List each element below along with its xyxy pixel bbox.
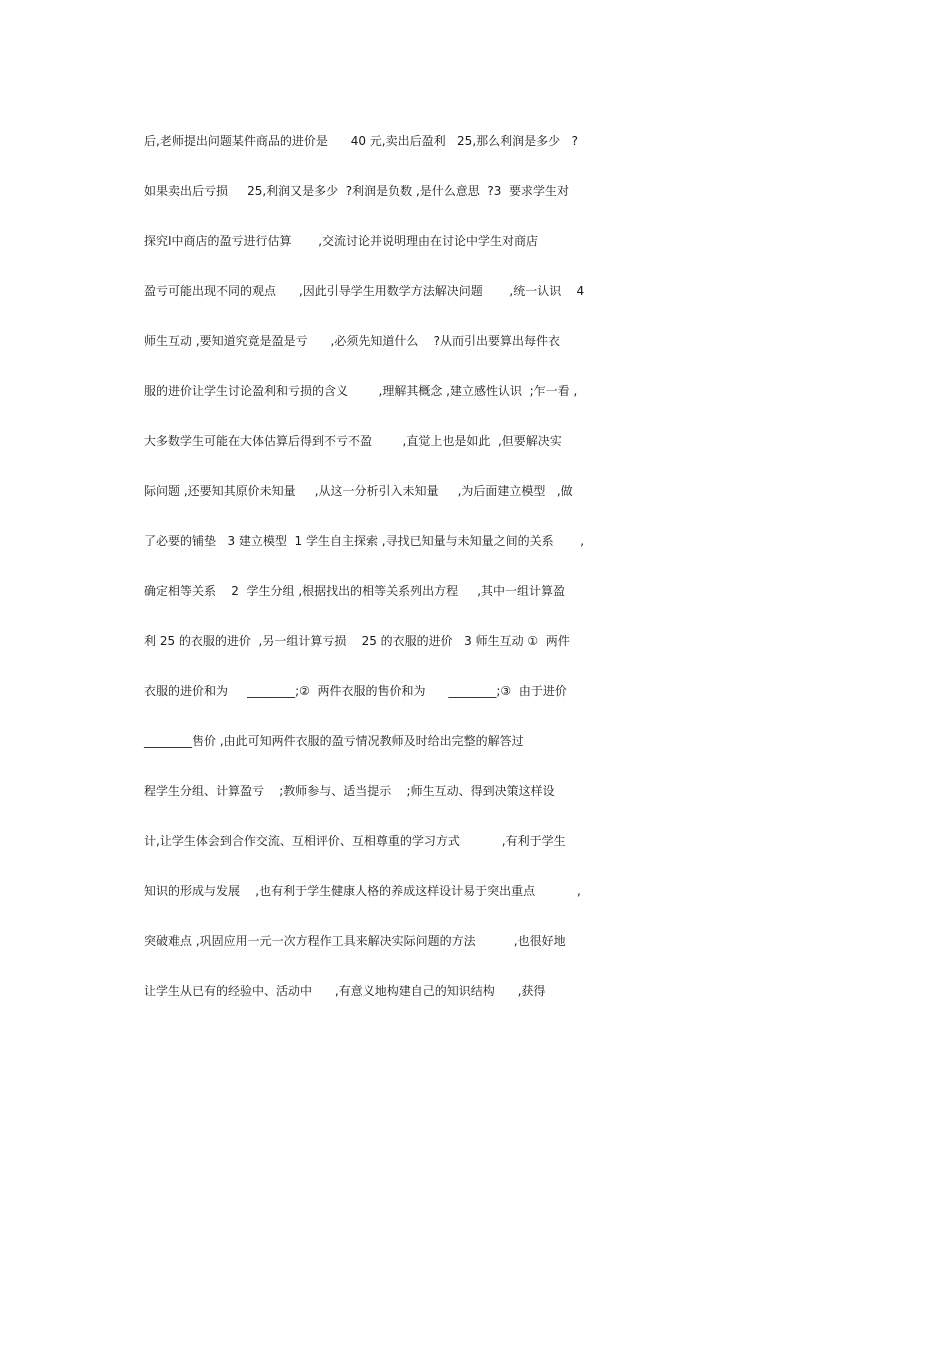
text-line: 了必要的铺垫 3 建立模型 1 学生自主探索 ,寻找已知量与未知量之间的关系 , (144, 534, 585, 548)
text-line: 衣服的进价和为 ________;② 两件衣服的售价和为 ________;③ 由于进价 (144, 684, 567, 698)
text-line: 利 25 的衣服的进价 ,另一组计算亏损 25 的衣服的进价 3 师生互动 ① 两件 (144, 634, 570, 648)
body-text (144, 126, 824, 1026)
text-line: ________售价 ,由此可知两件衣服的盈亏情况教师及时给出完整的解答过 (144, 734, 524, 748)
text-line: 盈亏可能出现不同的观点 ,因此引导学生用数学方法解决问题 ,统一认识 4 (144, 284, 585, 298)
text-line: 确定相等关系 2 学生分组 ,根据找出的相等关系列出方程 ,其中一组计算盈 (144, 584, 566, 598)
text-line: 让学生从已有的经验中、活动中 ,有意义地构建自己的知识结构 ,获得 (144, 984, 546, 998)
text-line: 师生互动 ,要知道究竟是盈是亏 ,必须先知道什么 ?从而引出要算出每件衣 (144, 334, 560, 348)
text-line: 程学生分组、计算盈亏 ;教师参与、适当提示 ;师生互动、得到决策这样设 (144, 784, 555, 798)
text-line: 知识的形成与发展 ,也有利于学生健康人格的养成这样设计易于突出重点 , (144, 884, 581, 898)
text-line: 如果卖出后亏损 25,利润又是多少 ?利润是负数 ,是什么意思 ?3 要求学生对 (144, 184, 570, 198)
text-line: 服的进价让学生讨论盈利和亏损的含义 ,理解其概念 ,建立感性认识 ;乍一看 , (144, 384, 578, 398)
text-line: 突破难点 ,巩固应用一元一次方程作工具来解决实际问题的方法 ,也很好地 (144, 934, 566, 948)
text-line: 探究Ⅰ中商店的盈亏进行估算 ,交流讨论并说明理由在讨论中学生对商店 (144, 234, 539, 248)
text-line: 大多数学生可能在大体估算后得到不亏不盈 ,直觉上也是如此 ,但要解决实 (144, 434, 562, 448)
text-line: 后,老师提出问题某件商品的进价是 40 元,卖出后盈利 25,那么利润是多少 ? (144, 134, 578, 148)
text-line: 计,让学生体会到合作交流、互相评价、互相尊重的学习方式 ,有利于学生 (144, 834, 566, 848)
text-line: 际问题 ,还要知其原价未知量 ,从这一分析引入未知量 ,为后面建立模型 ,做 (144, 484, 573, 498)
